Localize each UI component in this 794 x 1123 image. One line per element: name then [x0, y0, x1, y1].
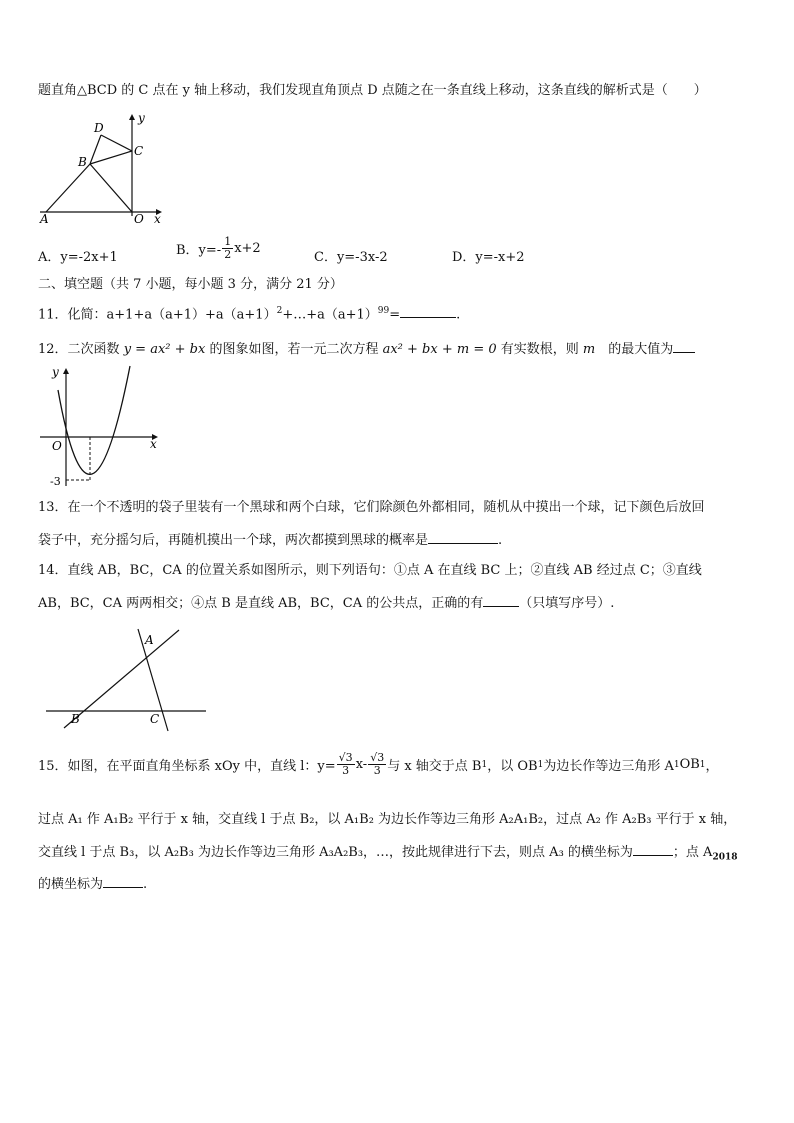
q13-line1: 13．在一个不透明的袋子里装有一个黑球和两个白球，它们除颜色外都相同，随机从中摸出一个球，记下颜色后放回 — [38, 500, 705, 515]
q12 — [38, 340, 695, 359]
q14-label-b: B — [71, 712, 80, 726]
q14-label-c: C — [150, 712, 160, 726]
q15-frac1 — [337, 752, 355, 777]
q12-label-o: O — [52, 439, 62, 453]
q10-option-d: D．y=-x+2 — [452, 250, 525, 265]
q15-frac2-num: √3 — [370, 751, 385, 764]
q15-line1 — [38, 752, 719, 777]
q15-answer-blank-1 — [633, 843, 673, 856]
q15-l1-g: ， — [705, 759, 719, 774]
q10-option-b-den: 2 — [224, 248, 232, 261]
q13-line2 — [38, 531, 502, 550]
section-title: 二、填空题（共 7 小题，每小题 3 分，满分 21 分） — [38, 277, 343, 292]
q13-line2-end: . — [498, 533, 503, 548]
q15-sub-ob1b: 1 — [699, 759, 706, 770]
q13-line2-prefix: 袋子中，充分摇匀后，再随机摸出一个球，两次都摸到黑球的概率是 — [38, 533, 429, 548]
q12-figure — [40, 364, 170, 490]
q11-eq: = — [389, 307, 401, 323]
q15-line3 — [38, 843, 738, 867]
q10-label-a: A — [40, 212, 49, 224]
q10-label-b: B — [78, 155, 87, 169]
q10-label-y: y — [138, 112, 145, 125]
q15-l1-e: 为边长作等边三角形 A — [543, 759, 674, 774]
q15-sub-a1: 1 — [673, 759, 680, 770]
q10-option-b-suffix: x+2 — [234, 241, 261, 256]
q12-label-neg3: -3 — [50, 475, 61, 488]
q15-sub-ob1: 1 — [537, 759, 544, 770]
q10-label-d: D — [94, 121, 104, 135]
q10-option-a: A．y=-2x+1 — [38, 250, 118, 265]
q15-line2: 过点 A₁ 作 A₁B₂ 平行于 x 轴，交直线 l 于点 B₂，以 A₁B₂ 为边长作等边三角形 A₂A₁B₂，过点 A₂ 作 A₂B₃ 平行于 x 轴， — [38, 812, 737, 827]
q10-option-c: C．y=-3x-2 — [314, 250, 388, 265]
q14-line1: 14．直线 AB，BC，CA 的位置关系如图所示，则下列语句：①点 A 在直线 BC 上；②直线 AB 经过点 C；③直线 — [38, 563, 702, 578]
q15-sub-b1: 1 — [481, 759, 488, 770]
q12-mid: 的图象如图，若一元二次方程 — [209, 342, 379, 357]
q11-prefix: 11．化简：a+1+a（a+1）+a（a+1） — [38, 307, 277, 323]
q10-label-x: x — [154, 212, 161, 224]
q14-label-a: A — [145, 633, 154, 647]
q12-function: y = ax² + bx — [123, 342, 206, 357]
q15-l4-prefix: 的横坐标为 — [38, 877, 104, 892]
q15-l1-f: OB — [679, 757, 700, 772]
q14-answer-blank — [483, 594, 519, 607]
q12-var-m: m — [582, 342, 596, 357]
q12-equation: ax² + bx + m = 0 — [382, 342, 497, 357]
q15-l1-d: ，以 OB — [487, 759, 538, 774]
q15-l1-a: 15．如图，在平面直角坐标系 xOy 中，直线 l：y= — [38, 759, 336, 774]
q10-option-b — [176, 236, 261, 261]
q12-label-x: x — [150, 437, 157, 451]
q11-mid: +…+a（a+1） — [282, 307, 378, 323]
q12-label-y: y — [52, 365, 59, 379]
q12-mid2: 有实数根，则 — [500, 342, 579, 357]
q10-option-b-fraction — [222, 236, 233, 261]
q10-option-b-prefix: B．y=- — [176, 243, 222, 258]
q15-line4 — [38, 875, 147, 894]
q10-stem: 题直角△BCD 的 C 点在 y 轴上移动，我们发现直角顶点 D 点随之在一条直线上移动，这条直线的解析式是（ ） — [38, 83, 707, 98]
q15-frac2 — [368, 752, 386, 777]
q14-line2-prefix: AB，BC，CA 两两相交；④点 B 是直线 AB，BC，CA 的公共点，正确的有 — [38, 596, 484, 611]
q11-answer-blank — [400, 305, 456, 318]
q15-frac2-den: 3 — [373, 764, 381, 777]
q14-line2 — [38, 594, 614, 613]
q12-answer-blank — [673, 340, 695, 353]
q11-sup1: 2 — [276, 306, 283, 316]
q15-answer-blank-2 — [103, 875, 143, 888]
q13-answer-blank — [428, 531, 498, 544]
q10-label-c: C — [134, 144, 144, 158]
q15-l3-prefix: 交直线 l 于点 B₃，以 A₂B₃ 为边长作等边三角形 A₃A₂B₃，…，按此规律进行下去，则点 A₃ 的横坐标为 — [38, 845, 633, 860]
q12-suffix: 的最大值为 — [595, 342, 674, 357]
q14-line2-end: （只填写序号）. — [519, 596, 615, 611]
q11-end: . — [456, 307, 461, 323]
q15-l4-end: . — [143, 877, 148, 892]
q11-sup2: 99 — [377, 306, 390, 316]
q15-frac1-num: √3 — [338, 751, 353, 764]
q15-l3-mid: ；点 A — [672, 845, 713, 860]
q10-figure — [36, 112, 166, 224]
q15-l1-c: 与 x 轴交于点 B — [387, 759, 482, 774]
q15-l1-b: x- — [355, 757, 368, 772]
q15-frac1-den: 3 — [342, 764, 350, 777]
q14-figure — [40, 622, 210, 734]
q12-prefix: 12．二次函数 — [38, 342, 120, 357]
q10-label-o: O — [134, 212, 144, 224]
q10-option-b-num: 1 — [224, 235, 232, 248]
q15-l3-sub: 2018 — [712, 852, 738, 863]
q11 — [38, 302, 460, 324]
